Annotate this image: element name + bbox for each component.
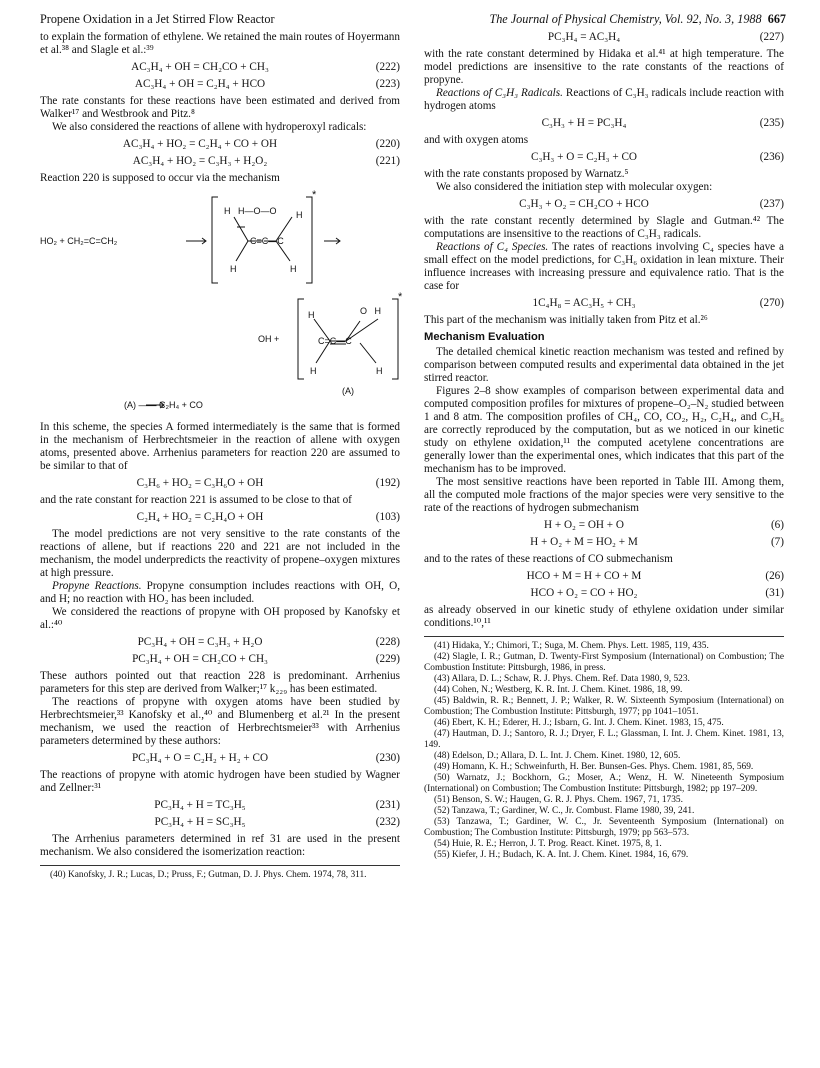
footnote: (48) Edelson, D.; Allara, D. L. Int. J. Chem. Kinet. 1980, 12, 605.	[434, 751, 681, 761]
paragraph: These authors pointed out that reaction 228 is predominant. Arrhenius parameters for this step are derived from Walker;¹⁷ k₂₂₉ has been estimated.	[40, 670, 400, 695]
footnote: (47) Hautman, D. J.; Santoro, R. J.; Dryer, F. L.; Glassman, I. Int. J. Chem. Kinet. 1981, 13, 149.	[424, 729, 784, 750]
equation: C₃H₃ + O₂ = CH₂CO + HCO (237)	[519, 198, 784, 210]
paragraph: and the rate constant for reaction 221 is assumed to be close to that of	[40, 494, 352, 506]
equation: H + O₂ + M = HO₂ + M (7)	[530, 536, 784, 548]
diagram-oh-plus: OH +	[258, 334, 280, 344]
diagram-atom: H	[310, 366, 317, 376]
equation: C₃H₆ + HO₂ = C₃H₆O + OH (192)	[136, 477, 400, 489]
paragraph: Reactions of C₄ Species. The rates of reactions involving C₄ species have a small effect on the model predictions, for C₃H₆ oxidation in lean mixture. Their influence increases with increasing pressure and equivalence ratio. That is the case for	[424, 241, 785, 292]
footnote: (46) Ebert, K. H.; Ederer, H. J.; Isbarn, G. Int. J. Chem. Kinet. 1983, 15, 475.	[434, 718, 724, 728]
paragraph: with the rate constants proposed by Warnatz.⁵	[424, 168, 629, 180]
footnotes	[424, 641, 784, 861]
diagram-atom: H H—O—O	[224, 206, 277, 216]
equation: HCO + O₂ = CO + HO₂ (31)	[530, 587, 784, 599]
footnote: (41) Hidaka, Y.; Chimori, T.; Suga, M. Chem. Phys. Lett. 1985, 119, 435.	[434, 641, 709, 651]
footnote: (52) Tanzawa, T.; Gardiner, W. C., Jr. Combust. Flame 1980, 39, 241.	[434, 806, 695, 816]
equation: AC₃H₄ + HO₂ = C₂H₄ + CO + OH (220)	[122, 138, 400, 150]
equation: AC₃H₄ + HO₂ = C₃H₃ + H₂O₂ (221)	[132, 155, 400, 167]
diagram-atom: H	[296, 210, 303, 220]
paragraph: Figures 2–8 show examples of comparison between experimental data and computed composition profiles for mixtures of propene–O₂–N₂ studied between 1 and 8 atm. The composition profiles of CH₄, CO, CO₂, H₂, C₂H₄, and C₃H₆ are correctly reproduced by the computation, but as we noticed in our kinetic study on ethylene oxidation,¹¹ the computed acetylene concentrations are generally lower than the experimental ones, which indicates that this part of the mechanism has to be improved.	[424, 385, 784, 475]
left-column	[40, 31, 403, 881]
diagram-star: *	[398, 291, 403, 303]
diagram-a-label: (A)	[342, 386, 354, 396]
paragraph: Reaction 220 is supposed to occur via the mechanism	[40, 172, 280, 184]
section-heading: Mechanism Evaluation	[424, 331, 545, 343]
footnote: (54) Huie, R. E.; Herron, J. T. Prog. React. Kinet. 1975, 8, 1.	[434, 839, 662, 849]
equation: C₃H₃ + O = C₂H₃ + CO (236)	[530, 151, 784, 163]
paragraph: The model predictions are not very sensitive to the rate constants of the reactions of allene, but if reactions 220 and 221 are not included in the mechanism, the model underpredicts the reactivity of propene–oxygen mixtures at high pressure.	[40, 528, 400, 579]
footnote: (55) Kiefer, J. H.; Budach, K. A. Int. J. Chem. Kinet. 1984, 16, 679.	[434, 850, 689, 860]
diagram-atom: C=C—C	[318, 336, 352, 346]
paragraph: to explain the formation of ethylene. We retained the main routes of Hoyermann et al.³⁸ and Slagle et al.:³⁹	[40, 31, 400, 56]
equation: PC₃H₄ + O = C₂H₂ + H₂ + CO (230)	[131, 752, 400, 764]
equation: AC₃H₄ + OH = CH₂CO + CH₃ (222)	[131, 61, 400, 73]
footnote-rule	[424, 636, 784, 637]
paragraph: The rate constants for these reactions have been estimated and derived from Walker¹⁷ and Westbrook and Pitz.⁸	[40, 95, 400, 120]
equation: PC₃H₄ + OH = CH₂CO + CH₃ (229)	[132, 653, 400, 665]
paragraph: Propyne Reactions. Propyne consumption includes reactions with OH, O, and H; no reaction with HO₂ has been included.	[40, 580, 400, 605]
footnote-rule	[40, 865, 400, 866]
equation: PC₃H₄ = AC₃H₄ (227)	[547, 31, 784, 43]
equation: C₃H₃ + H = PC₃H₄ (235)	[541, 117, 784, 129]
footnotes	[40, 870, 400, 881]
footnote: (51) Benson, S. W.; Haugen, G. R. J. Phys. Chem. 1967, 71, 1735.	[434, 795, 683, 805]
running-header-title: Propene Oxidation in a Jet Stirred Flow Reactor	[40, 12, 275, 26]
diagram-products: (A) —— C₂H₄ + CO	[124, 400, 203, 410]
footnote: (42) Slagle, I. R.; Gutman, D. Twenty-First Symposium (International) on Combustion; The Combustion Institute: Pittsburgh, 1986, in press.	[424, 652, 784, 673]
paragraph: We also considered the reactions of allene with hydroperoxyl radicals:	[52, 121, 367, 133]
footnote: (53) Tanzawa, T.; Gardiner, W. C., Jr. Seventeenth Symposium (International) on Combustion; The Combustion Institute: Pittsburgh, 1979; pp 563–573.	[424, 817, 784, 838]
paragraph: as already observed in our kinetic study of ethylene oxidation under similar conditions.¹⁰,¹¹	[424, 604, 784, 629]
mechanism-diagram	[40, 187, 403, 419]
equation: PC₃H₄ + OH = C₃H₃ + H₂O (228)	[137, 636, 400, 648]
equation: PC₃H₄ + H = TC₃H₅ (231)	[154, 799, 400, 811]
footnote: (44) Cohen, N.; Westberg, K. R. Int. J. Chem. Kinet. 1986, 18, 99.	[434, 685, 683, 695]
footnote: (40) Kanofsky, J. R.; Lucas, D.; Pruss, F.; Gutman, D. J. Phys. Chem. 1974, 78, 311.	[50, 870, 367, 880]
right-column	[424, 31, 784, 861]
diagram-star: *	[312, 189, 317, 201]
footnote: (43) Allara, D. L.; Schaw, R. J. Phys. Chem. Ref. Data 1980, 9, 523.	[434, 674, 690, 684]
paragraph: In this scheme, the species A formed intermediately is the same that is formed in the mechanism of Herbrechtsmeier in the reaction of allene with oxygen atoms, presented above. Arrhenius parameters for reaction 220 are assumed to be similar to that of	[40, 421, 400, 472]
footnote: (49) Homann, K. H.; Schweinfurth, H. Ber. Bunsen-Ges. Phys. Chem. 1981, 85, 569.	[434, 762, 754, 772]
diagram-atom: H	[230, 264, 237, 274]
running-header-journal: The Journal of Physical Chemistry, Vol. 92, No. 3, 1988 667	[489, 12, 786, 26]
paragraph: We considered the reactions of propyne with OH proposed by Kanofsky et al.:⁴⁰	[40, 606, 400, 631]
paragraph: with the rate constant recently determined by Slagle and Gutman.⁴² The computations are insensitive to the reactions of C₃H₃ radicals.	[424, 215, 784, 240]
diagram-atom: H	[308, 310, 315, 320]
paragraph: Reactions of C₃H₃ Radicals. Reactions of C₃H₃ radicals include reaction with hydrogen atoms	[424, 87, 784, 112]
footnote: (50) Warnatz, J.; Bockhorn, G.; Moser, A.; Wenz, H. W. Nineteenth Symposium (International) on Combustion; The Combustion Institute: Pittsburgh, 1982; pp 197–209.	[424, 773, 784, 794]
equation: C₂H₄ + HO₂ = C₂H₄O + OH (103)	[136, 511, 400, 523]
paragraph: and to the rates of these reactions of CO submechanism	[424, 553, 673, 565]
paragraph: The reactions of propyne with atomic hydrogen have been studied by Wagner and Zellner:³¹	[40, 769, 400, 794]
diagram-reactants: HO₂ + CH₂=C=CH₂	[40, 236, 118, 246]
paragraph: This part of the mechanism was initially taken from Pitz et al.²⁶	[424, 314, 708, 326]
equation: H + O₂ = OH + O (6)	[543, 519, 784, 531]
diagram-atom: C=C—C	[250, 236, 284, 246]
diagram-atom: H	[290, 264, 297, 274]
paragraph: The reactions of propyne with oxygen atoms have been studied by Herbrechtsmeier,³³ Kanofsky et al.,⁴⁰ and Blumenberg et al.²¹ In the present mechanism, we used the reaction of Herbrechtsmeier³³ with Arrhenius parameters determined by these authors:	[40, 696, 400, 747]
equation: AC₃H₄ + OH = C₂H₄ + HCO (223)	[134, 78, 400, 90]
equation: PC₃H₄ + H = SC₃H₅ (232)	[154, 816, 400, 828]
footnote: (45) Baldwin, R. R.; Bennett, J. P.; Walker, R. W. Sixteenth Symposium (International) on Combustion; The Combustion Institute: Pittsburgh, 1977; pp 1041–1051.	[424, 696, 784, 717]
equation: 1C₄H₈ = AC₃H₅ + CH₃ (270)	[532, 297, 784, 309]
paragraph: The detailed chemical kinetic reaction mechanism was tested and refined by comparison between computed results and experimental data obtained in the jet stirred reactor.	[424, 346, 784, 384]
paragraph: We also considered the initiation step with molecular oxygen:	[436, 181, 713, 193]
paragraph: The Arrhenius parameters determined in ref 31 are used in the present mechanism. We also considered the isomerization reaction:	[40, 833, 400, 858]
paragraph: and with oxygen atoms	[424, 134, 529, 146]
diagram-atom: O H	[360, 306, 382, 316]
page-number: 667	[767, 12, 786, 26]
diagram-atom: H	[376, 366, 383, 376]
paragraph: The most sensitive reactions have been reported in Table III. Among them, all the computed mole fractions of the major species were very sensitive to the rate of the reactions of hydrogen submechanism	[424, 476, 784, 514]
equation: HCO + M = H + CO + M (26)	[526, 570, 784, 582]
paragraph: with the rate constant determined by Hidaka et al.⁴¹ at high temperature. The model predictions are insensitive to the rate constants of the reactions of propyne.	[424, 48, 784, 86]
